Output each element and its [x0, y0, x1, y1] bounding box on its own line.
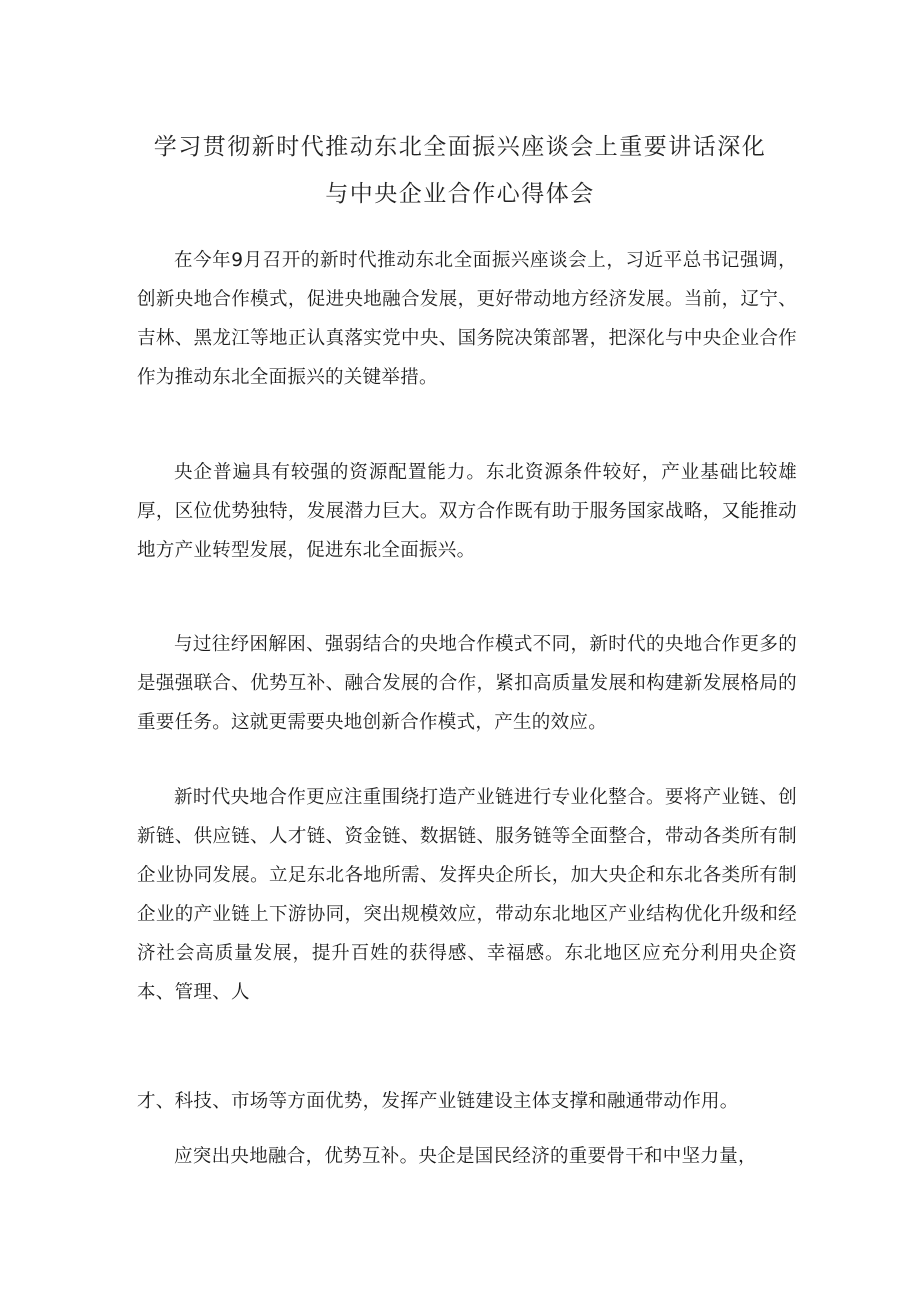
paragraph-text: 新时代央地合作更应注重围绕打造产业链进行专业化整合。要将产业链、创新链、供应链、人才链、资金链、数据链、服务链等全面整合，带动各类所有制企业协同发展。立足东北各地所需、发挥央企所长，加大央企和东北各类所有制企业的产业链上下游协同，突出规模效应，带动东北地区产业结构优化升级和经济社会高质量发展，提升百姓的获得感、幸福感。东北地区应充分利用央企资本、管理、人: [137, 787, 797, 1003]
paragraph-text: 应突出央地融合，优势互补。央企是国民经济的重要骨干和中坚力量，: [174, 1146, 757, 1167]
paragraph-text: 央企普遍具有较强的资源配置能力。东北资源条件较好，产业基础比较雄厚，区位优势独特，发展潜力巨大。双方合作既有助于服务国家战略，又能推动地方产业转型发展，促进东北全面振兴。: [137, 462, 797, 561]
paragraph-text: 才、科技、市场等方面优势，发挥产业链建设主体支撑和融通带动作用。: [137, 1091, 739, 1112]
paragraph-text: 与过往纾困解困、强弱结合的央地合作模式不同，新时代的央地合作更多的是强强联合、优势互补、融合发展的合作，紧扣高质量发展和构建新发展格局的重要任务。这就更需要央地创新合作模式，产生的效应。: [137, 634, 797, 733]
body-paragraph-5: [137, 1137, 797, 1176]
body-paragraph-1: [137, 241, 797, 397]
body-paragraph-3: [137, 625, 797, 742]
body-paragraph-4-continued: [137, 1082, 797, 1121]
document-title-line1: 学习贯彻新时代推动东北全面振兴座谈会上重要讲话深化: [153, 134, 767, 160]
body-paragraph-2: [137, 453, 797, 570]
body-paragraph-4: [137, 778, 797, 1012]
paragraph-text: 在今年9月召开的新时代推动东北全面振兴座谈会上，习近平总书记强调，创新央地合作模式，促进央地融合发展，更好带动地方经济发展。当前，辽宁、吉林、黑龙江等地正认真落实党中央、国务院决策部署，把深化与中央企业合作作为推动东北全面振兴的关键举措。: [137, 250, 797, 388]
document-title-line2: 与中央企业合作心得体会: [325, 181, 595, 207]
